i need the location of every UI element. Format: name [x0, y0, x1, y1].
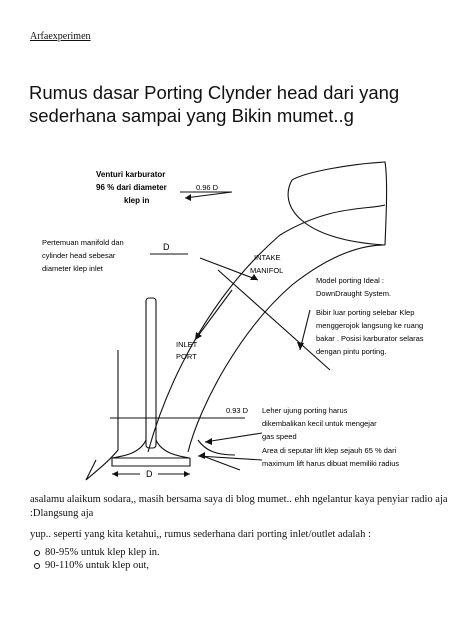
valve-stem	[146, 298, 156, 448]
dim-096-line	[185, 192, 232, 198]
label-pertemuan-2: cylinder head sebesar	[42, 251, 116, 260]
valve-face	[112, 458, 190, 466]
port-wall-left	[86, 350, 118, 480]
label-leher-2: dikembalikan kecil untuk mengejar	[262, 419, 377, 428]
chamber-left	[86, 460, 96, 480]
ratio-list	[30, 546, 160, 572]
label-intake-1: INTAKE	[254, 253, 281, 262]
label-model-2: DownDraught System.	[316, 289, 392, 298]
label-leher-3: gas speed	[262, 432, 297, 441]
label-inlet-1: INLET	[176, 340, 198, 349]
formula-paragraph: yup.. seperti yang kita ketahui,, rumus sederhana dari porting inlet/outlet adalah :	[30, 529, 371, 540]
leader-inlet	[195, 290, 232, 340]
arrowhead-d-right	[184, 471, 190, 477]
intro-paragraph: asalamu alaikum sodara,, masih bersama saya di blog mumet.. ehh ngelantur kaya penyiar radio aja :Dlangsung aja	[30, 494, 448, 519]
arrowhead-area	[198, 452, 205, 459]
label-d-bottom: D	[146, 469, 153, 479]
label-venturi-3: klep in	[124, 196, 150, 205]
label-leher-1: Leher ujung porting harus	[262, 406, 348, 415]
label-bibir-4: dengan pintu porting.	[316, 347, 387, 356]
blog-name-link[interactable]: Arfaexperimen	[30, 31, 91, 42]
label-d-top: D	[163, 242, 170, 252]
port-wall-right	[198, 440, 235, 455]
arrowhead-leher	[205, 438, 212, 445]
label-bibir-2: menggerojok langsung ke ruang	[316, 321, 424, 330]
label-pertemuan-1: Pertemuan manifold dan	[42, 238, 124, 247]
page-title: Rumus dasar Porting Clynder head dari yang sederhana sampai yang Bikin mumet..g	[29, 82, 400, 126]
label-model-1: Model porting Ideal :	[316, 276, 384, 285]
label-bibir-3: bakar . Posisi karburator selaras	[316, 334, 424, 343]
list-item: 80-95% untuk klep klep in.	[30, 546, 160, 559]
leader-pertemuan	[218, 270, 330, 370]
label-area-2: maximum lift harus dibuat memiliki radius	[262, 459, 400, 468]
label-inlet-2: PORT	[176, 352, 197, 361]
label-venturi-2: 96 % dari diameter	[96, 183, 167, 192]
label-bibir-1: Bibir luar porting selebar Klep	[316, 308, 415, 317]
label-venturi-1: Venturi karburator	[96, 170, 166, 179]
runner-mouth-back	[292, 162, 387, 245]
arrowhead-096	[185, 194, 191, 201]
porting-diagram	[0, 150, 474, 490]
list-item: 90-110% untuk klep out,	[30, 559, 160, 572]
label-intake-2: MANIFOL	[250, 266, 284, 275]
label-dim-096: 0.96 D	[196, 183, 219, 192]
arrowhead-d-left	[112, 471, 118, 477]
label-dim-093: 0.93 D	[226, 406, 249, 415]
label-pertemuan-3: diameter klep inlet	[42, 264, 103, 273]
leader-leher	[205, 433, 262, 442]
label-area-1: Area di seputar lift klep sejauh 65 % dari	[262, 446, 397, 455]
